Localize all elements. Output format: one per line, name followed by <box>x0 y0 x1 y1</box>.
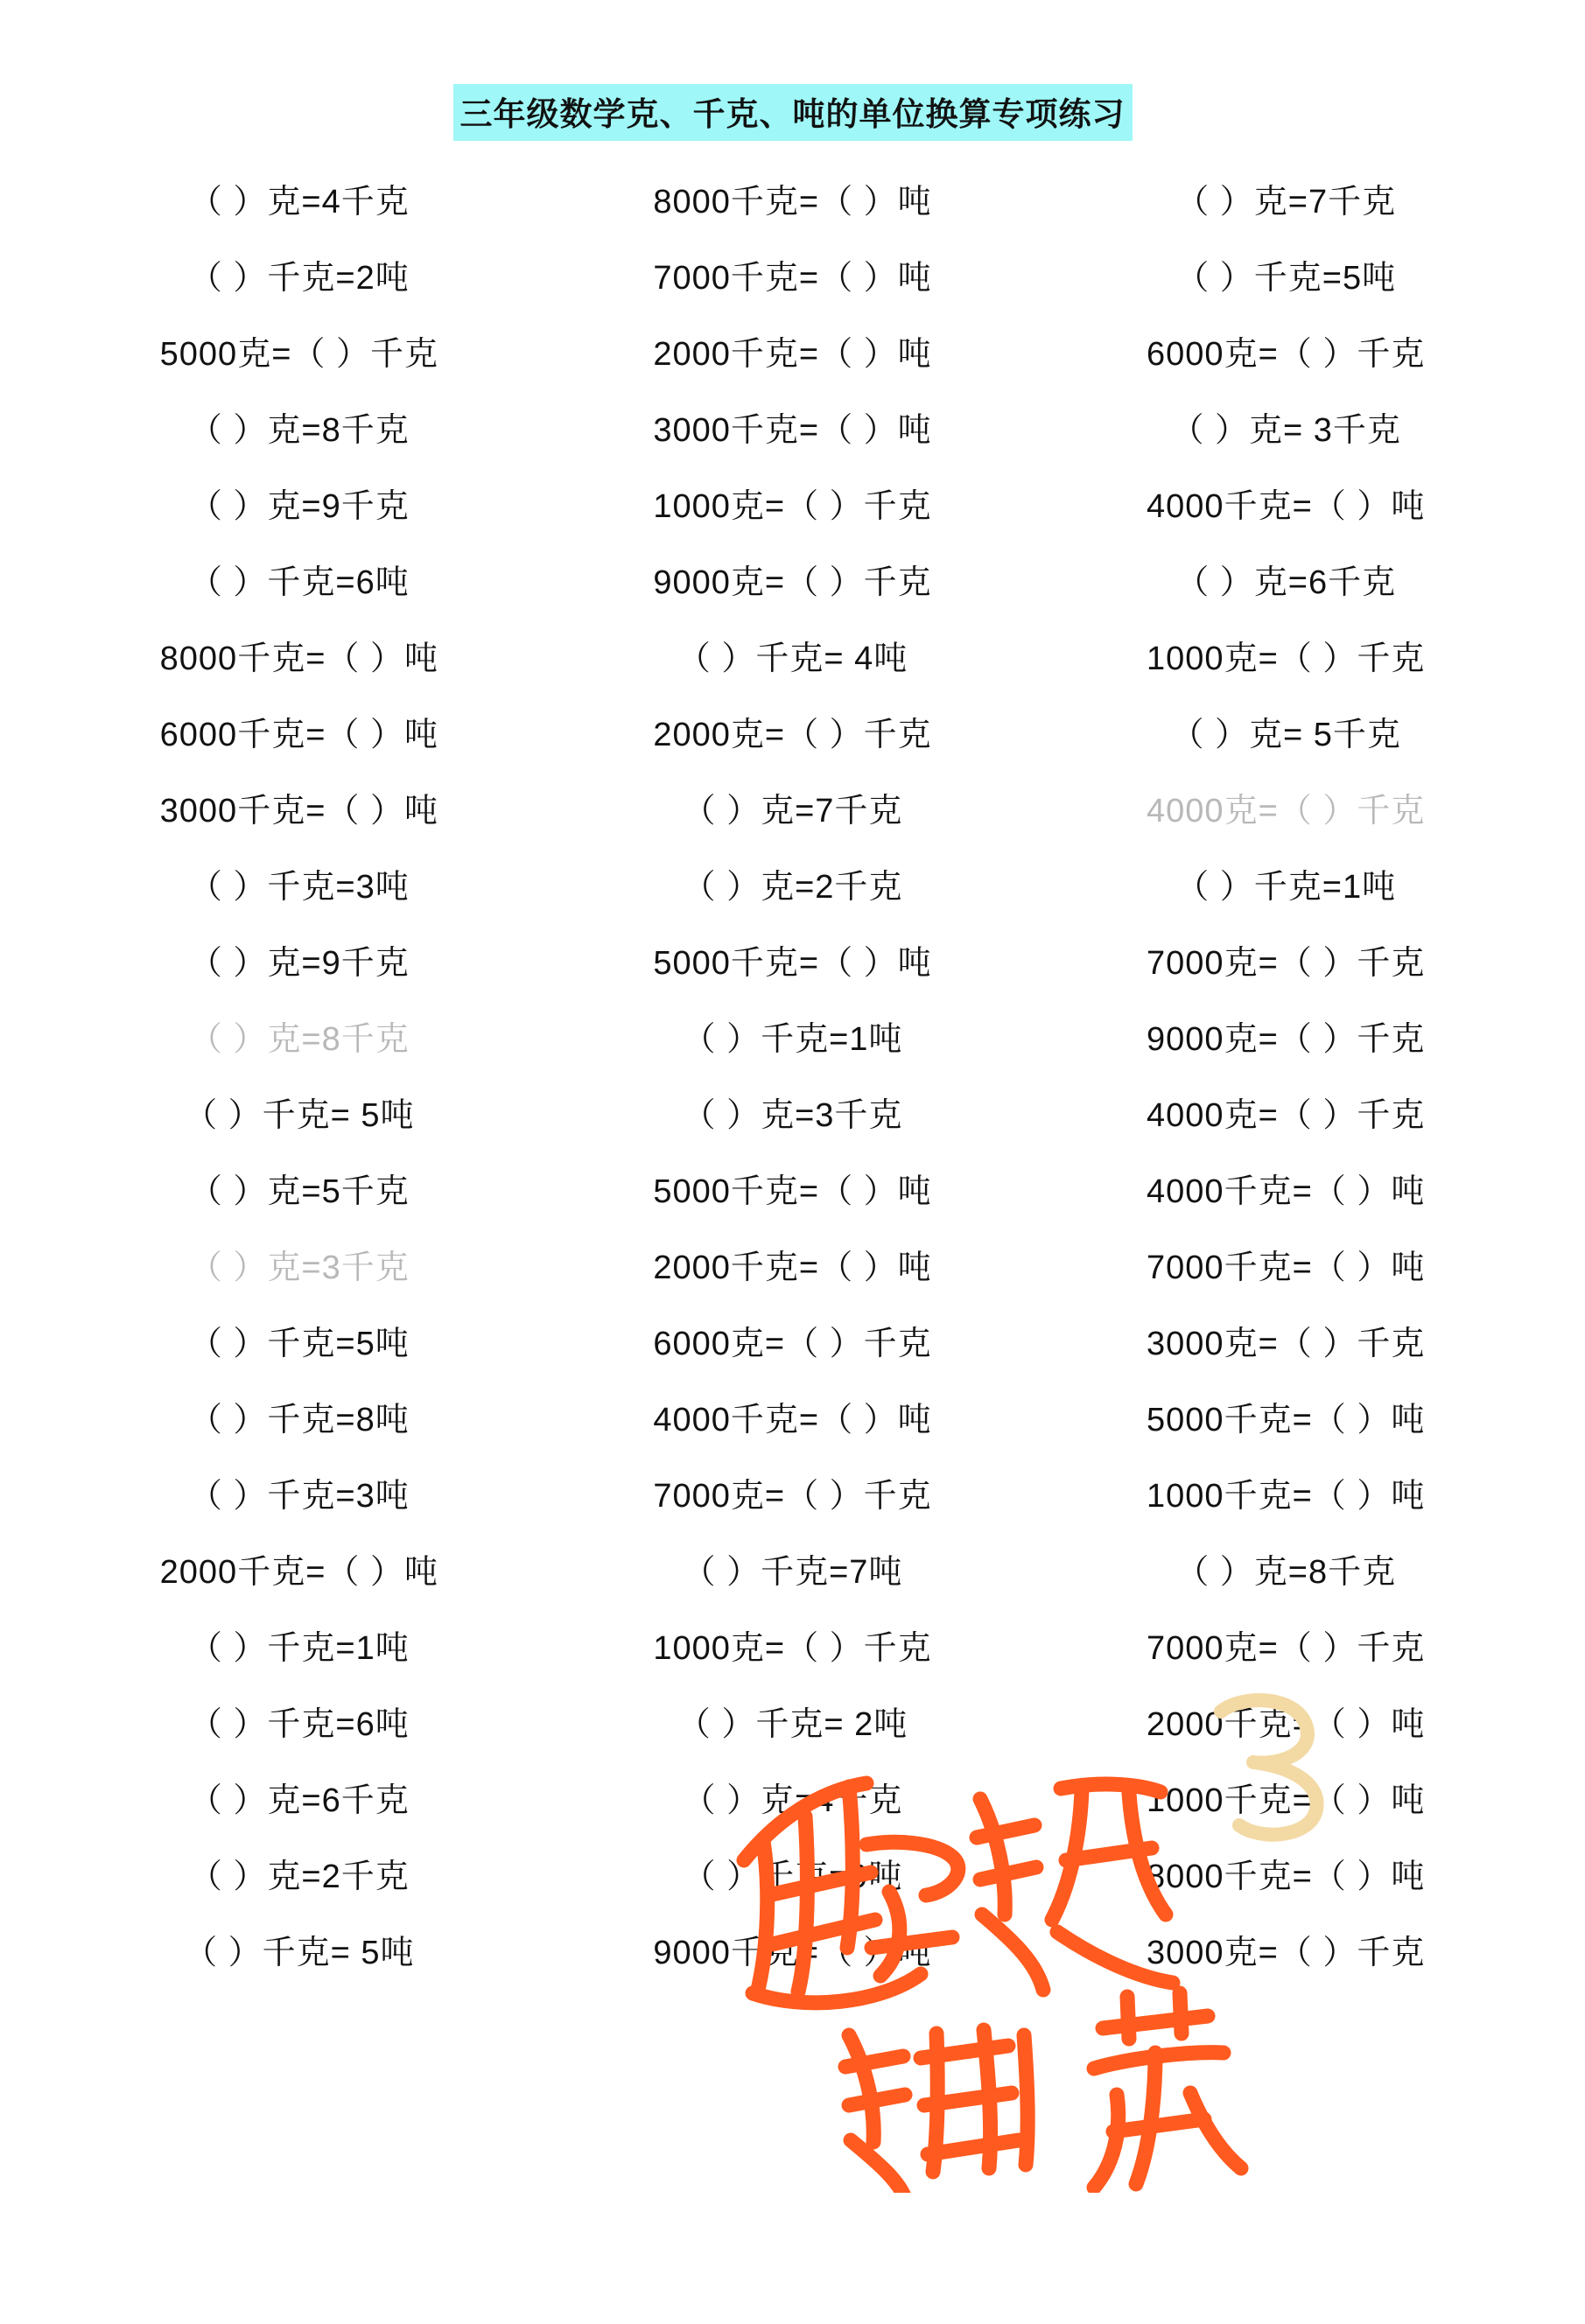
exercise-item: 2000千克=（ ）吨 <box>653 1250 932 1286</box>
exercise-item: 3000克=（ ）千克 <box>1147 1326 1426 1362</box>
exercise-item: （ ）千克=6吨 <box>188 1706 410 1743</box>
exercise-item: 5000千克=（ ）吨 <box>653 1173 932 1210</box>
exercise-item: （ ）千克=2吨 <box>188 260 410 297</box>
exercise-item: 5000克=（ ）千克 <box>159 336 438 373</box>
exercise-item: 4000千克=（ ）吨 <box>1147 488 1426 525</box>
exercise-item: （ ）千克=1吨 <box>188 1630 410 1667</box>
exercise-row <box>53 631 1532 707</box>
exercise-item: 3000克=（ ）千克 <box>1147 1935 1426 1971</box>
exercise-item: （ ）千克=1吨 <box>1175 869 1397 906</box>
exercise-row <box>53 1088 1532 1164</box>
exercise-item: 9000千克=（ ）吨 <box>653 1935 932 1971</box>
exercise-item: 4000克=（ ）千克 <box>1147 793 1426 830</box>
exercise-row <box>53 1773 1532 1849</box>
exercise-item: （ ）千克= 5吨 <box>184 1935 415 1971</box>
exercise-item: 8000千克=（ ）吨 <box>653 184 932 220</box>
exercise-item: 7000克=（ ）千克 <box>1147 945 1426 982</box>
exercise-row <box>53 1468 1532 1544</box>
exercise-item: （ ）千克= 5吨 <box>184 1097 415 1134</box>
exercise-item: 8000千克=（ ）吨 <box>159 640 438 677</box>
exercise-item: （ ）克=3千克 <box>682 1097 903 1134</box>
exercise-row <box>53 859 1532 935</box>
exercise-row <box>53 1392 1532 1468</box>
exercise-item: （ ）克=8千克 <box>1175 1554 1397 1591</box>
exercise-row <box>53 1620 1532 1697</box>
exercise-item: （ ）克=2千克 <box>188 1858 410 1895</box>
exercise-item: （ ）千克=5吨 <box>1175 260 1397 297</box>
exercise-row <box>53 1240 1532 1316</box>
exercise-row <box>53 1697 1532 1773</box>
exercise-item: 5000千克=（ ）吨 <box>1147 1402 1426 1438</box>
exercise-item: （ ）千克= 4吨 <box>677 640 908 677</box>
exercise-item: 1000克=（ ）千克 <box>653 488 932 525</box>
exercise-item: （ ）克=3千克 <box>188 1250 410 1286</box>
exercise-item: 2000千克=（ ）吨 <box>653 336 932 373</box>
exercise-row <box>53 1012 1532 1088</box>
exercise-item: （ ）克= 5千克 <box>1170 717 1401 753</box>
exercise-item: 2000千克=（ ）吨 <box>159 1554 438 1591</box>
exercise-item: 7000克=（ ）千克 <box>1147 1630 1426 1667</box>
exercise-row <box>53 555 1532 631</box>
exercise-item: 4000千克=（ ）吨 <box>653 1402 932 1438</box>
exercise-item: 6000克=（ ）千克 <box>653 1326 932 1362</box>
page-title-container <box>0 84 1585 141</box>
exercise-item: （ ）克=4千克 <box>188 184 410 220</box>
exercise-item: （ ）克=8千克 <box>188 1021 410 1058</box>
exercise-row <box>53 402 1532 479</box>
exercise-item: 1000千克=（ ）吨 <box>1147 1478 1426 1515</box>
exercise-row <box>53 707 1532 783</box>
exercise-item: 4000克=（ ）千克 <box>1147 1097 1426 1134</box>
exercise-item: （ ）千克=5吨 <box>188 1326 410 1362</box>
exercise-item: （ ）克=4千克 <box>682 1782 903 1819</box>
exercise-row <box>53 1925 1532 2001</box>
exercise-item: 2000千克=（ ）吨 <box>1147 1706 1426 1743</box>
exercise-row <box>53 1316 1532 1392</box>
exercise-item: （ ）克=8千克 <box>188 412 410 449</box>
exercise-item: （ ）克=6千克 <box>188 1782 410 1819</box>
page-title: 三年级数学克、千克、吨的单位换算专项练习 <box>453 84 1133 141</box>
exercise-row <box>53 326 1532 402</box>
exercise-item: 4000千克=（ ）吨 <box>1147 1173 1426 1210</box>
exercise-item: （ ）千克=6吨 <box>188 564 410 601</box>
exercise-item: （ ）克= 3千克 <box>1170 412 1401 449</box>
exercise-item: 3000千克=（ ）吨 <box>653 412 932 449</box>
exercise-item: （ ）克=9千克 <box>188 945 410 982</box>
exercise-row <box>53 479 1532 555</box>
exercise-item: 7000千克=（ ）吨 <box>1147 1250 1426 1286</box>
exercise-item: （ ）千克=8吨 <box>188 1402 410 1438</box>
exercise-row <box>53 1849 1532 1925</box>
exercise-item: （ ）克=5千克 <box>188 1173 410 1210</box>
exercise-item: 3000千克=（ ）吨 <box>159 793 438 830</box>
exercise-item: 7000克=（ ）千克 <box>653 1478 932 1515</box>
exercise-item: （ ）克=9千克 <box>188 488 410 525</box>
exercise-item: 1000千克=（ ）吨 <box>1147 1782 1426 1819</box>
exercise-item: （ ）千克=1吨 <box>682 1021 903 1058</box>
exercise-item: （ ）千克=7吨 <box>682 1554 903 1591</box>
exercise-rows <box>0 174 1585 2001</box>
exercise-row <box>53 174 1532 250</box>
exercise-row <box>53 250 1532 326</box>
exercise-item: （ ）克=7千克 <box>1175 184 1397 220</box>
exercise-item: 6000克=（ ）千克 <box>1147 336 1426 373</box>
exercise-item: （ ）克=6千克 <box>1175 564 1397 601</box>
exercise-row <box>53 1164 1532 1240</box>
exercise-item: 7000千克=（ ）吨 <box>653 260 932 297</box>
exercise-item: 1000克=（ ）千克 <box>1147 640 1426 677</box>
exercise-item: （ ）千克=3吨 <box>188 869 410 906</box>
exercise-item: 6000千克=（ ）吨 <box>159 717 438 753</box>
exercise-item: 9000克=（ ）千克 <box>1147 1021 1426 1058</box>
exercise-item: （ ）克=2千克 <box>682 869 903 906</box>
exercise-item: （ ）千克=9吨 <box>682 1858 903 1895</box>
exercise-item: 8000千克=（ ）吨 <box>1147 1858 1426 1895</box>
exercise-item: （ ）千克=3吨 <box>188 1478 410 1515</box>
exercise-row <box>53 783 1532 859</box>
worksheet-page <box>0 84 1585 2324</box>
exercise-item: 2000克=（ ）千克 <box>653 717 932 753</box>
exercise-item: （ ）克=7千克 <box>682 793 903 830</box>
exercise-item: 9000克=（ ）千克 <box>653 564 932 601</box>
exercise-item: 1000克=（ ）千克 <box>653 1630 932 1667</box>
exercise-item: （ ）千克= 2吨 <box>677 1706 908 1743</box>
exercise-row <box>53 1544 1532 1620</box>
exercise-item: 5000千克=（ ）吨 <box>653 945 932 982</box>
exercise-row <box>53 935 1532 1012</box>
